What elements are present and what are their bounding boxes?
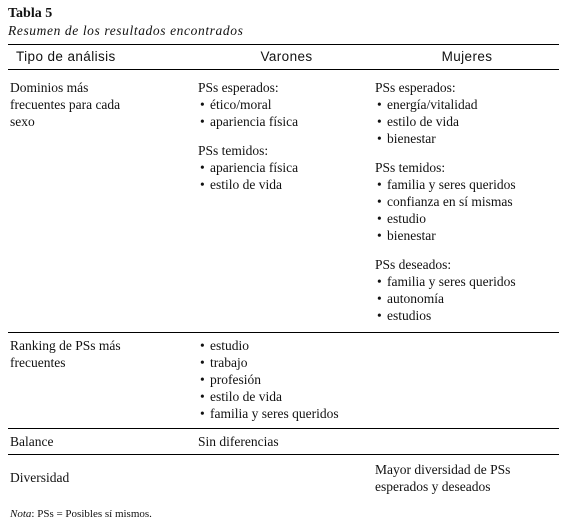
group-heading: PSs esperados: bbox=[198, 80, 279, 95]
table-row-balance bbox=[8, 429, 559, 455]
table-container bbox=[8, 6, 559, 501]
group-heading: PSs temidos: bbox=[375, 160, 446, 175]
list-mujeres-deseados bbox=[375, 273, 559, 324]
group-heading: PSs temidos: bbox=[198, 143, 269, 158]
list-item: • confianza en sí mismas bbox=[375, 193, 559, 210]
group-mujeres-esperados bbox=[375, 79, 559, 147]
note-text: : PSs = Posibles sí mismos. bbox=[31, 508, 152, 520]
balance-varones-value: Sin diferencias bbox=[198, 434, 279, 449]
header-tipo-analisis: Tipo de análisis bbox=[8, 45, 198, 70]
list-item: • familia y seres queridos bbox=[198, 405, 375, 422]
row-label-ranking: Ranking de PSs más frecuentes bbox=[10, 338, 121, 370]
row-label-dominios: Dominios más frecuentes para cada sexo bbox=[10, 80, 121, 129]
list-item: • estudios bbox=[375, 307, 559, 324]
summary-table bbox=[8, 44, 559, 501]
header-row bbox=[8, 45, 559, 70]
list-item: • estilo de vida bbox=[198, 176, 375, 193]
group-mujeres-deseados bbox=[375, 256, 559, 324]
table-row-dominios bbox=[8, 70, 559, 333]
list-item: • energía/vitalidad bbox=[375, 96, 559, 113]
group-heading: PSs esperados: bbox=[375, 80, 456, 95]
note-label: Nota bbox=[10, 508, 32, 520]
list-item: • apariencia física bbox=[198, 159, 375, 176]
list-item: • estilo de vida bbox=[375, 113, 559, 130]
list-mujeres-esperados bbox=[375, 96, 559, 147]
list-item: • trabajo bbox=[198, 354, 375, 371]
row-label-balance: Balance bbox=[10, 434, 54, 449]
list-item: • bienestar bbox=[375, 130, 559, 147]
table-subtitle: Resumen de los resultados encontrados bbox=[8, 23, 244, 38]
list-item: • apariencia física bbox=[198, 113, 375, 130]
group-varones-esperados bbox=[198, 79, 375, 130]
table-row-ranking bbox=[8, 333, 559, 429]
list-item: • estudio bbox=[198, 337, 375, 354]
group-mujeres-temidos bbox=[375, 159, 559, 244]
list-varones-temidos bbox=[198, 159, 375, 193]
list-item: • profesión bbox=[198, 371, 375, 388]
table-row-diversidad bbox=[8, 455, 559, 502]
group-heading: PSs deseados: bbox=[375, 257, 452, 272]
header-varones: Varones bbox=[198, 45, 375, 70]
row-label-diversidad: Diversidad bbox=[10, 470, 70, 485]
list-item: • familia y seres queridos bbox=[375, 273, 559, 290]
header-mujeres: Mujeres bbox=[375, 45, 559, 70]
diversidad-mujeres-value: Mayor diversidad de PSs esperados y deseados bbox=[375, 462, 511, 494]
list-item: • familia y seres queridos bbox=[375, 176, 559, 193]
list-ranking-varones bbox=[198, 337, 375, 422]
list-mujeres-temidos bbox=[375, 176, 559, 244]
table-title: Tabla 5 bbox=[8, 6, 53, 21]
list-item: • ético/moral bbox=[198, 96, 375, 113]
list-item: • estudio bbox=[375, 210, 559, 227]
group-varones-temidos bbox=[198, 142, 375, 193]
list-item: • autonomía bbox=[375, 290, 559, 307]
table-note bbox=[10, 508, 152, 520]
list-item: • estilo de vida bbox=[198, 388, 375, 405]
list-varones-esperados bbox=[198, 96, 375, 130]
list-item: • bienestar bbox=[375, 227, 559, 244]
